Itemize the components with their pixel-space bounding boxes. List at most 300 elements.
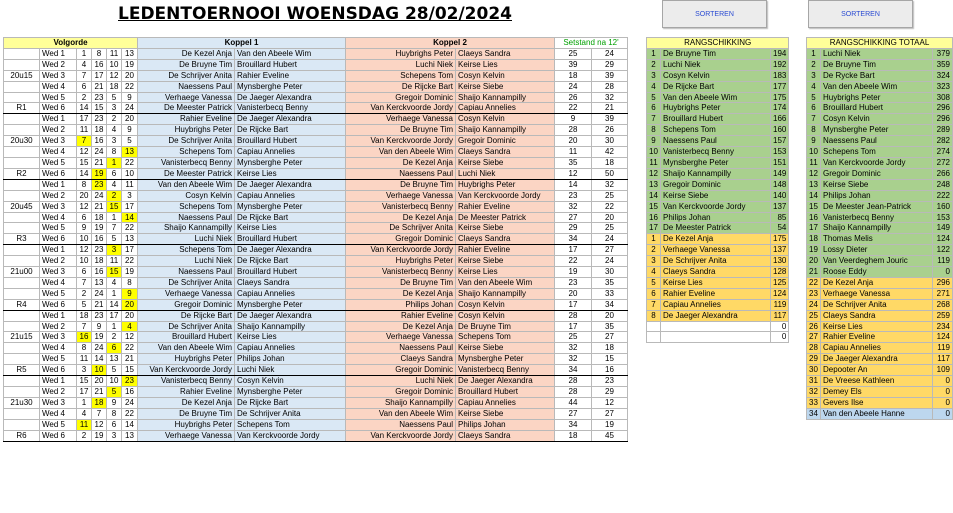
rank-number: 2 (807, 59, 821, 70)
player-number: 6 (107, 168, 122, 179)
rank-number: 13 (807, 179, 821, 190)
koppel1-player-a: Rahier Eveline (138, 387, 235, 398)
sort-total-ranking-button[interactable]: SORTEREN (808, 0, 913, 28)
score-koppel-2: 23 (592, 376, 628, 387)
match-label: Wed 3 (40, 332, 77, 343)
match-label: Wed 4 (40, 343, 77, 354)
player-number: 6 (77, 81, 92, 92)
koppel1-player-a: De Schrijver Anita (138, 321, 235, 332)
player-number: 2 (107, 332, 122, 343)
player-points: 151 (771, 157, 789, 168)
ranking-row (647, 103, 789, 114)
player-number: 10 (77, 234, 92, 245)
schedule-row (4, 212, 628, 223)
player-number: 11 (77, 419, 92, 430)
score-koppel-2: 39 (592, 114, 628, 125)
player-points: 296 (933, 114, 953, 125)
player-number: 18 (92, 212, 107, 223)
player-number: 13 (107, 354, 122, 365)
match-label: Wed 1 (40, 376, 77, 387)
player-number: 20 (92, 376, 107, 387)
schedule-row (4, 147, 628, 158)
player-name: De Meester Jean-Patrick (821, 201, 933, 212)
player-points: 117 (771, 310, 789, 321)
match-label: Wed 6 (40, 299, 77, 310)
player-name: Demey Els (821, 387, 933, 398)
player-points: 128 (771, 267, 789, 278)
score-koppel-1: 23 (555, 190, 592, 201)
koppel1-player-a: De Bruyne Tim (138, 408, 235, 419)
koppel1-player-b: Capiau Annelies (235, 190, 346, 201)
match-label: Wed 1 (40, 48, 77, 59)
score-koppel-1: 28 (555, 310, 592, 321)
player-number: 17 (107, 310, 122, 321)
empty-cell (4, 256, 40, 267)
koppel1-player-a: Schepens Tom (138, 245, 235, 256)
schedule-row (4, 201, 628, 212)
score-koppel-2: 24 (592, 234, 628, 245)
score-koppel-2: 30 (592, 267, 628, 278)
score-koppel-2: 21 (592, 103, 628, 114)
player-number: 23 (92, 114, 107, 125)
ranking-header-row (647, 38, 789, 49)
ranking-row (647, 92, 789, 103)
match-label: Wed 1 (40, 310, 77, 321)
rank-number: 1 (807, 48, 821, 59)
score-koppel-1: 9 (555, 114, 592, 125)
player-number: 9 (92, 321, 107, 332)
player-number: 7 (92, 408, 107, 419)
player-points: 296 (933, 277, 953, 288)
player-name: Keirse Siebe (661, 190, 771, 201)
score-koppel-1: 32 (555, 343, 592, 354)
koppel2-player-a: Luchi Niek (346, 59, 456, 70)
match-label: Wed 6 (40, 168, 77, 179)
koppel1-player-b: De Jaeger Alexandra (235, 179, 346, 190)
rank-number: 30 (807, 365, 821, 376)
match-label: Wed 3 (40, 267, 77, 278)
ranking-row (647, 125, 789, 136)
player-points: 234 (933, 321, 953, 332)
player-number: 6 (107, 343, 122, 354)
player-name: De Kezel Anja (821, 277, 933, 288)
schedule-row (4, 125, 628, 136)
player-points: 0 (771, 321, 789, 332)
total-ranking-row (807, 408, 953, 419)
schedule-row (4, 397, 628, 408)
koppel1-player-a: Luchi Niek (138, 256, 235, 267)
player-number: 13 (92, 277, 107, 288)
match-label: Wed 4 (40, 81, 77, 92)
koppel1-player-b: De Jaeger Alexandra (235, 310, 346, 321)
total-ranking-row (807, 70, 953, 81)
player-name: Keirse Lies (661, 277, 771, 288)
player-points: 124 (771, 288, 789, 299)
koppel2-player-a: Naessens Paul (346, 168, 456, 179)
player-points: 0 (933, 387, 953, 398)
score-koppel-1: 18 (555, 70, 592, 81)
ranking-row (647, 81, 789, 92)
koppel1-player-a: De Schrijver Anita (138, 136, 235, 147)
header-volgorde: Volgorde (4, 38, 138, 49)
schedule-row (4, 310, 628, 321)
schedule-row (4, 267, 628, 278)
match-label: Wed 2 (40, 190, 77, 201)
rank-number: 17 (647, 223, 661, 234)
koppel2-player-b: Cosyn Kelvin (456, 310, 555, 321)
score-koppel-1: 44 (555, 397, 592, 408)
player-name: Huybrighs Peter (821, 92, 933, 103)
schedule-row (4, 103, 628, 114)
player-points: 183 (771, 70, 789, 81)
schedule-row (4, 256, 628, 267)
koppel1-player-b: Brouillard Hubert (235, 136, 346, 147)
koppel2-player-a: Claeys Sandra (346, 354, 456, 365)
header-setstand: Setstand na 12' (555, 38, 628, 49)
rank-number: 20 (807, 256, 821, 267)
player-number: 7 (77, 321, 92, 332)
koppel1-player-b: Mynsberghe Peter (235, 201, 346, 212)
ranking-row (647, 190, 789, 201)
koppel2-player-a: De Kezel Anja (346, 288, 456, 299)
koppel2-player-b: Capiau Annelies (456, 103, 555, 114)
koppel2-player-b: De Bruyne Tim (456, 321, 555, 332)
time-slot: 20u30 (4, 136, 40, 147)
schedule-row (4, 419, 628, 430)
empty-cell (4, 190, 40, 201)
player-number: 11 (107, 48, 122, 59)
koppel2-player-b: Claeys Sandra (456, 234, 555, 245)
player-number: 7 (77, 136, 92, 147)
total-ranking-row (807, 147, 953, 158)
match-label: Wed 1 (40, 114, 77, 125)
player-number: 8 (122, 277, 138, 288)
koppel2-player-b: Keirse Siebe (456, 408, 555, 419)
koppel1-player-a: Verhaege Vanessa (138, 430, 235, 441)
score-koppel-1: 28 (555, 125, 592, 136)
player-number: 7 (107, 223, 122, 234)
player-number: 2 (77, 288, 92, 299)
rank-number: 3 (647, 256, 661, 267)
koppel2-player-b: Huybrighs Peter (456, 179, 555, 190)
score-koppel-1: 23 (555, 277, 592, 288)
empty-cell (4, 343, 40, 354)
player-number: 20 (122, 70, 138, 81)
koppel1-player-a: Rahier Eveline (138, 114, 235, 125)
rank-number: 12 (647, 168, 661, 179)
player-number: 22 (122, 157, 138, 168)
rank-number: 26 (807, 321, 821, 332)
total-ranking-row (807, 136, 953, 147)
koppel2-player-b: Keirse Siebe (456, 81, 555, 92)
score-koppel-2: 30 (592, 136, 628, 147)
player-number: 13 (122, 234, 138, 245)
rank-number: 31 (807, 376, 821, 387)
player-name: De Kezel Anja (661, 234, 771, 245)
player-points: 160 (933, 201, 953, 212)
player-number: 13 (122, 147, 138, 158)
rank-number: 8 (647, 125, 661, 136)
score-koppel-1: 22 (555, 256, 592, 267)
rank-number: 1 (647, 48, 661, 59)
player-number: 17 (122, 201, 138, 212)
player-name: Gregoir Dominic (661, 179, 771, 190)
player-number: 24 (92, 147, 107, 158)
total-ranking-row (807, 103, 953, 114)
player-number: 9 (122, 125, 138, 136)
schedule-row (4, 48, 628, 59)
match-label: Wed 2 (40, 387, 77, 398)
rank-number: 28 (807, 343, 821, 354)
player-points: 0 (933, 267, 953, 278)
schedule-row (4, 70, 628, 81)
rank-number: 14 (807, 190, 821, 201)
schedule-row (4, 354, 628, 365)
koppel2-player-a: Gregoir Dominic (346, 387, 456, 398)
koppel1-player-b: Schepens Tom (235, 419, 346, 430)
koppel1-player-a: Naessens Paul (138, 267, 235, 278)
score-koppel-2: 32 (592, 92, 628, 103)
player-name: Luchi Niek (821, 48, 933, 59)
player-number: 14 (92, 354, 107, 365)
player-points: 148 (771, 179, 789, 190)
player-points: 175 (771, 92, 789, 103)
koppel2-player-b: Keirse Lies (456, 267, 555, 278)
koppel1-player-a: Brouillard Hubert (138, 332, 235, 343)
total-ranking-row (807, 212, 953, 223)
score-koppel-2: 35 (592, 321, 628, 332)
player-points: 124 (933, 332, 953, 343)
player-points: 308 (933, 92, 953, 103)
koppel2-player-b: Cosyn Kelvin (456, 114, 555, 125)
match-label: Wed 2 (40, 125, 77, 136)
empty-cell (4, 387, 40, 398)
player-name: Keirse Lies (821, 321, 933, 332)
koppel1-player-a: Cosyn Kelvin (138, 190, 235, 201)
koppel1-player-a: De Bruyne Tim (138, 59, 235, 70)
total-ranking-row (807, 299, 953, 310)
empty-cell (4, 245, 40, 256)
player-name: Huybrighs Peter (661, 103, 771, 114)
koppel1-player-b: Rahier Eveline (235, 70, 346, 81)
empty-cell (4, 408, 40, 419)
player-number: 2 (77, 430, 92, 441)
ranking-row (647, 288, 789, 299)
player-name: Van Kerckvoorde Jordy (821, 157, 933, 168)
koppel2-player-a: De Rijcke Bart (346, 81, 456, 92)
koppel2-player-a: Vanisterbecq Benny (346, 267, 456, 278)
score-koppel-2: 18 (592, 343, 628, 354)
koppel1-player-a: De Schrijver Anita (138, 277, 235, 288)
rank-number: 32 (807, 387, 821, 398)
player-number: 1 (107, 288, 122, 299)
koppel1-player-a: De Kezel Anja (138, 48, 235, 59)
ranking-row (647, 168, 789, 179)
koppel1-player-b: Shaijo Kannampilly (235, 321, 346, 332)
score-koppel-1: 28 (555, 387, 592, 398)
score-koppel-1: 12 (555, 168, 592, 179)
total-ranking-row (807, 321, 953, 332)
player-name: Vanisterbecq Benny (661, 147, 771, 158)
empty-cell (4, 147, 40, 158)
player-number: 10 (77, 256, 92, 267)
ranking-row (647, 245, 789, 256)
time-slot: 20u15 (4, 70, 40, 81)
score-koppel-1: 24 (555, 81, 592, 92)
schedule-row (4, 168, 628, 179)
empty-cell (4, 376, 40, 387)
rank-number: 4 (647, 81, 661, 92)
rank-number: 5 (647, 277, 661, 288)
player-name: De Meester Patrick (661, 223, 771, 234)
schedule-row (4, 190, 628, 201)
rank-number: 34 (807, 408, 821, 419)
empty-cell (4, 310, 40, 321)
koppel2-player-a: Van Kerckvoorde Jordy (346, 245, 456, 256)
koppel1-player-a: Luchi Niek (138, 234, 235, 245)
player-points: 149 (771, 168, 789, 179)
koppel1-player-a: Huybrighs Peter (138, 125, 235, 136)
player-number: 16 (77, 332, 92, 343)
score-koppel-2: 42 (592, 147, 628, 158)
koppel1-player-a: Shaijo Kannampilly (138, 223, 235, 234)
player-number: 9 (107, 397, 122, 408)
total-ranking-row (807, 179, 953, 190)
total-ranking-row (807, 343, 953, 354)
koppel2-player-a: De Bruyne Tim (346, 179, 456, 190)
rank-number: 24 (807, 299, 821, 310)
player-number: 9 (122, 288, 138, 299)
schedule-row (4, 81, 628, 92)
score-koppel-2: 32 (592, 179, 628, 190)
score-koppel-2: 25 (592, 190, 628, 201)
empty-cell (4, 288, 40, 299)
sort-ranking-button[interactable]: SORTEREN (662, 0, 767, 28)
player-number: 16 (92, 267, 107, 278)
player-points: 137 (771, 245, 789, 256)
player-points: 119 (933, 343, 953, 354)
score-koppel-2: 50 (592, 168, 628, 179)
rank-number: 25 (807, 310, 821, 321)
player-number: 20 (77, 190, 92, 201)
player-number: 1 (77, 397, 92, 408)
ranking-row (647, 277, 789, 288)
match-label: Wed 1 (40, 179, 77, 190)
score-koppel-2: 20 (592, 310, 628, 321)
rank-number: 6 (647, 103, 661, 114)
player-number: 6 (107, 419, 122, 430)
player-name: Philips Johan (821, 190, 933, 201)
koppel1-player-a: Verhaege Vanessa (138, 92, 235, 103)
player-number: 3 (77, 365, 92, 376)
round-label: R2 (4, 168, 40, 179)
koppel1-player-b: Cosyn Kelvin (235, 376, 346, 387)
koppel2-player-b: Keirse Siebe (456, 256, 555, 267)
score-koppel-1: 34 (555, 419, 592, 430)
header-koppel-1: Koppel 1 (138, 38, 346, 49)
schedule-row (4, 223, 628, 234)
total-ranking-row (807, 365, 953, 376)
total-ranking-row (807, 125, 953, 136)
player-name: Capiau Annelies (821, 343, 933, 354)
ranking-row (647, 48, 789, 59)
player-number: 10 (92, 365, 107, 376)
player-points: 282 (933, 136, 953, 147)
ranking-row (647, 70, 789, 81)
schedule-table (3, 37, 628, 442)
player-number: 18 (92, 397, 107, 408)
player-name: Van Veerdeghem Jouric (821, 256, 933, 267)
schedule-row (4, 59, 628, 70)
match-label: Wed 6 (40, 103, 77, 114)
score-koppel-1: 17 (555, 245, 592, 256)
player-number: 3 (122, 190, 138, 201)
koppel1-player-a: Schepens Tom (138, 147, 235, 158)
rank-number: 15 (807, 201, 821, 212)
player-name (661, 332, 771, 343)
match-label: Wed 5 (40, 223, 77, 234)
player-number: 11 (77, 125, 92, 136)
ranking-row (647, 256, 789, 267)
player-name: De Rycke Bart (821, 70, 933, 81)
koppel1-player-b: Capiau Annelies (235, 147, 346, 158)
player-number: 18 (92, 256, 107, 267)
player-number: 1 (107, 157, 122, 168)
schedule-row (4, 157, 628, 168)
score-koppel-2: 29 (592, 387, 628, 398)
player-number: 6 (77, 212, 92, 223)
koppel2-player-b: Van Kerckvoorde Jordy (456, 190, 555, 201)
koppel1-player-b: Mynsberghe Peter (235, 387, 346, 398)
koppel2-player-b: De Jaeger Alexandra (456, 376, 555, 387)
total-ranking-table (806, 37, 953, 420)
koppel2-player-b: Shaijo Kannampilly (456, 288, 555, 299)
player-name: Thomas Melis (821, 234, 933, 245)
player-number: 18 (92, 125, 107, 136)
player-points: 289 (933, 125, 953, 136)
score-koppel-1: 26 (555, 92, 592, 103)
schedule-row (4, 136, 628, 147)
player-name: Capiau Annelies (661, 299, 771, 310)
player-number: 10 (107, 376, 122, 387)
total-ranking-row (807, 190, 953, 201)
player-points: 174 (771, 103, 789, 114)
player-name: Brouillard Hubert (661, 114, 771, 125)
player-number: 15 (77, 157, 92, 168)
koppel1-player-b: Philips Johan (235, 354, 346, 365)
total-ranking-row (807, 92, 953, 103)
rank-number: 5 (807, 92, 821, 103)
schedule-row (4, 179, 628, 190)
player-name: Claeys Sandra (661, 267, 771, 278)
player-name: De Bruyne Tim (661, 48, 771, 59)
score-koppel-1: 22 (555, 103, 592, 114)
player-number: 8 (77, 179, 92, 190)
koppel2-player-b: Claeys Sandra (456, 430, 555, 441)
ranking-row (647, 299, 789, 310)
rank-number: 29 (807, 354, 821, 365)
score-koppel-2: 39 (592, 70, 628, 81)
match-label: Wed 3 (40, 201, 77, 212)
player-number: 5 (107, 365, 122, 376)
koppel1-player-a: Schepens Tom (138, 201, 235, 212)
rank-number: 16 (807, 212, 821, 223)
score-koppel-1: 25 (555, 48, 592, 59)
player-points: 194 (771, 48, 789, 59)
player-name: Van den Abeele Hanne (821, 408, 933, 419)
koppel2-player-a: Huybrighs Peter (346, 48, 456, 59)
koppel1-player-a: Van den Abeele Wim (138, 343, 235, 354)
